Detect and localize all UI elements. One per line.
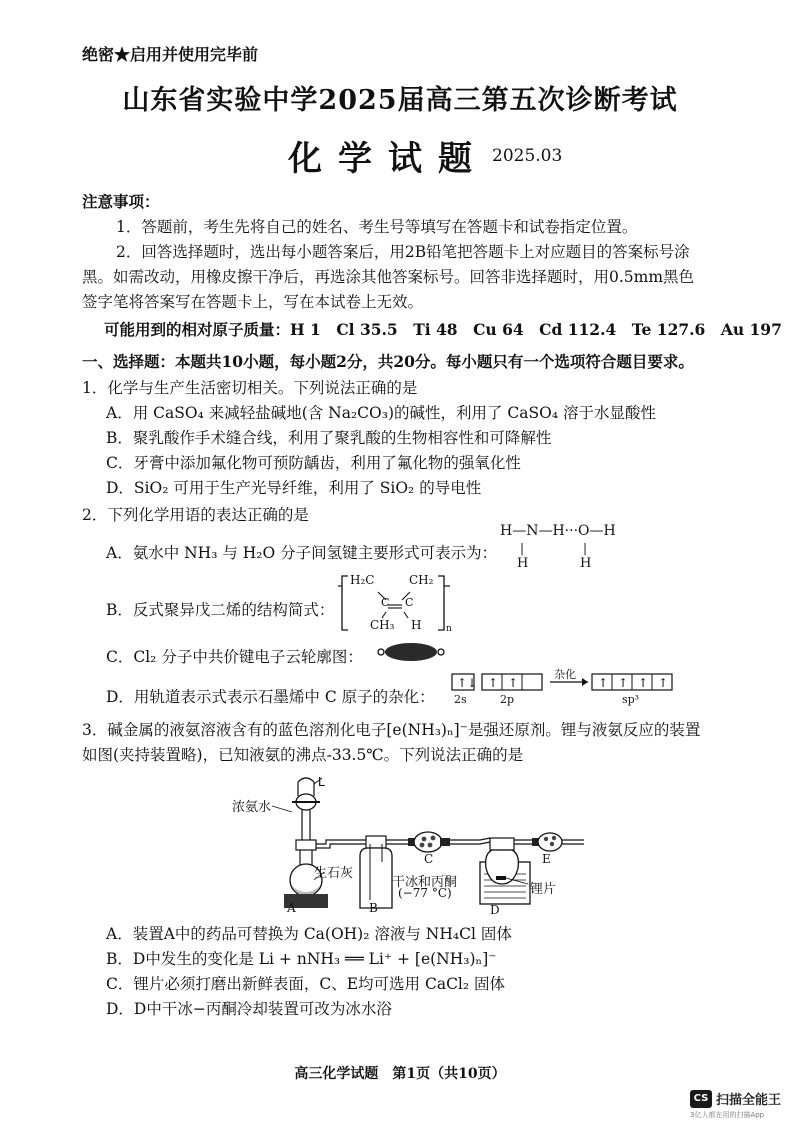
cs-app-name: 扫描全能王 <box>716 1093 782 1108</box>
q3-option-c: C．锂片必须打磨出新鲜表面，C、E均可选用 CaCl₂ 固体 <box>106 975 506 993</box>
q3-option-b: B．D中发生的变化是 Li + nNH₃ ══ Li⁺ + [e(NH₃)ₙ]⁻ <box>106 950 497 968</box>
label-b: B <box>369 901 378 915</box>
repeat-n: n <box>446 624 452 634</box>
note-item-1: 1．答题前，考生先将自己的姓名、考生号等填写在答题卡和试卷指定位置。 <box>116 218 638 236</box>
ch2-right: CH₂ <box>409 573 434 587</box>
q2-option-b: B．反式聚异戊二烯的结构简式： <box>106 601 335 619</box>
hbond-vbar-2: | <box>583 541 588 555</box>
subject-title: 化学试题 <box>288 139 488 179</box>
svg-text:↑: ↑ <box>488 676 499 690</box>
orb-2s-label: 2s <box>454 693 467 706</box>
atomic-masses: 可能用到的相对原子质量：H 1 Cl 35.5 Ti 48 Cu 64 Cd 112.4 Te 127.6 Au 197 <box>104 320 782 339</box>
label-dryice: 干冰和丙酮 <box>392 875 458 890</box>
hbond-vbar-1: | <box>520 541 525 555</box>
svg-text:↑: ↑ <box>618 676 629 690</box>
hbond-h-n: H <box>517 556 529 571</box>
cs-logo-icon: CS <box>690 1090 712 1108</box>
q2-option-a: A．氨水中 NH₃ 与 H₂O 分子间氢键主要形式可表示为： <box>106 544 498 562</box>
note-item-2a: 2．回答选择题时，选出每小题答案后，用2B铅笔把答题卡上对应题目的答案标号涂 <box>116 243 690 261</box>
cs-tagline: 3亿人都在用的扫描App <box>690 1111 765 1119</box>
q3-stem-1: 3．碱金属的液氨溶液含有的蓝色溶剂化电子[e(NH₃)ₙ]⁻是强还原剂。锂与液氨反应的装置 <box>82 721 701 739</box>
h-atom: H <box>411 618 422 632</box>
label-temp: (−77 °C) <box>398 886 452 900</box>
carbon-2: C <box>405 596 414 609</box>
q3-stem-2: 如图(夹持装置略)，已知液氨的沸点-33.5℃。下列说法正确的是 <box>82 746 524 764</box>
q1-option-a: A．用 CaSO₄ 来减轻盐碱地(含 Na₂CO₃)的碱性，利用了 CaSO₄ 溶于水显酸性 <box>106 404 657 422</box>
q2-option-c: C．Cl₂ 分子中共价键电子云轮廓图： <box>106 648 363 666</box>
notes-heading: 注意事项： <box>82 192 160 211</box>
q3-option-d: D．D中干冰−丙酮冷却装置可改为冰水浴 <box>106 1000 392 1018</box>
q1-stem: 1．化学与生产生活密切相关。下列说法正确的是 <box>82 379 418 397</box>
section-1-heading: 一、选择题：本题共10小题，每小题2分，共20分。每小题只有一个选项符合题目要求。 <box>82 352 694 371</box>
note-item-2c: 签字笔将答案写在答题卡上，写在本试卷上无效。 <box>82 293 424 311</box>
q3-option-a: A．装置A中的药品可替换为 Ca(OH)₂ 溶液与 NH₄Cl 固体 <box>106 925 512 943</box>
hbond-formula: H—N—H···O—H <box>500 523 616 539</box>
svg-text:↑: ↑ <box>658 676 669 690</box>
label-d: D <box>490 903 500 917</box>
q1-option-c: C．牙膏中添加氟化物可预防龋齿，利用了氟化物的强氧化性 <box>106 454 521 472</box>
orb-2p-label: 2p <box>500 693 515 706</box>
label-ammonia: 浓氨水 <box>232 800 272 815</box>
confidential-label: 绝密★启用并使用完毕前 <box>82 45 259 64</box>
note-item-2b: 黑。如需改动，用橡皮擦干净后，再选涂其他答案标号。回答非选择题时，用0.5mm黑色 <box>82 268 695 286</box>
orb-arrow-label: 杂化 <box>554 668 576 681</box>
orb-sp3-label: sp³ <box>622 693 640 706</box>
carbon-1: C <box>381 596 390 609</box>
label-l: L <box>318 774 326 789</box>
q1-option-b: B．聚乳酸作手术缝合线，利用了聚乳酸的生物相容性和可降解性 <box>106 429 552 447</box>
electron-cloud-diagram <box>376 640 446 664</box>
page-footer: 高三化学试题 第1页（共10页） <box>294 1066 506 1082</box>
exam-date: 2025.03 <box>492 146 563 166</box>
label-a: A <box>287 901 296 915</box>
q2-option-d: D．用轨道表示式表示石墨烯中 C 原子的杂化： <box>106 688 435 706</box>
svg-text:↑: ↑ <box>638 676 649 690</box>
q1-option-d: D．SiO₂ 可用于生产光导纤维，利用了 SiO₂ 的导电性 <box>106 479 482 497</box>
svg-text:↑: ↑ <box>598 676 609 690</box>
hbond-h-o: H <box>580 556 592 571</box>
svg-text:↑↓: ↑↓ <box>457 676 478 690</box>
label-e: E <box>542 852 551 866</box>
svg-text:↑: ↑ <box>508 676 519 690</box>
label-c: C <box>424 852 434 866</box>
ch3-group: CH₃ <box>370 618 395 632</box>
ch2-left: H₂C <box>350 573 375 587</box>
q2-stem: 2．下列化学用语的表达正确的是 <box>82 506 309 524</box>
exam-title: 山东省实验中学2025届高三第五次诊断考试 <box>122 85 678 116</box>
label-quicklime: 生石灰 <box>314 866 354 881</box>
scanner-watermark <box>690 1088 790 1124</box>
label-lithium: 锂片 <box>530 882 557 897</box>
